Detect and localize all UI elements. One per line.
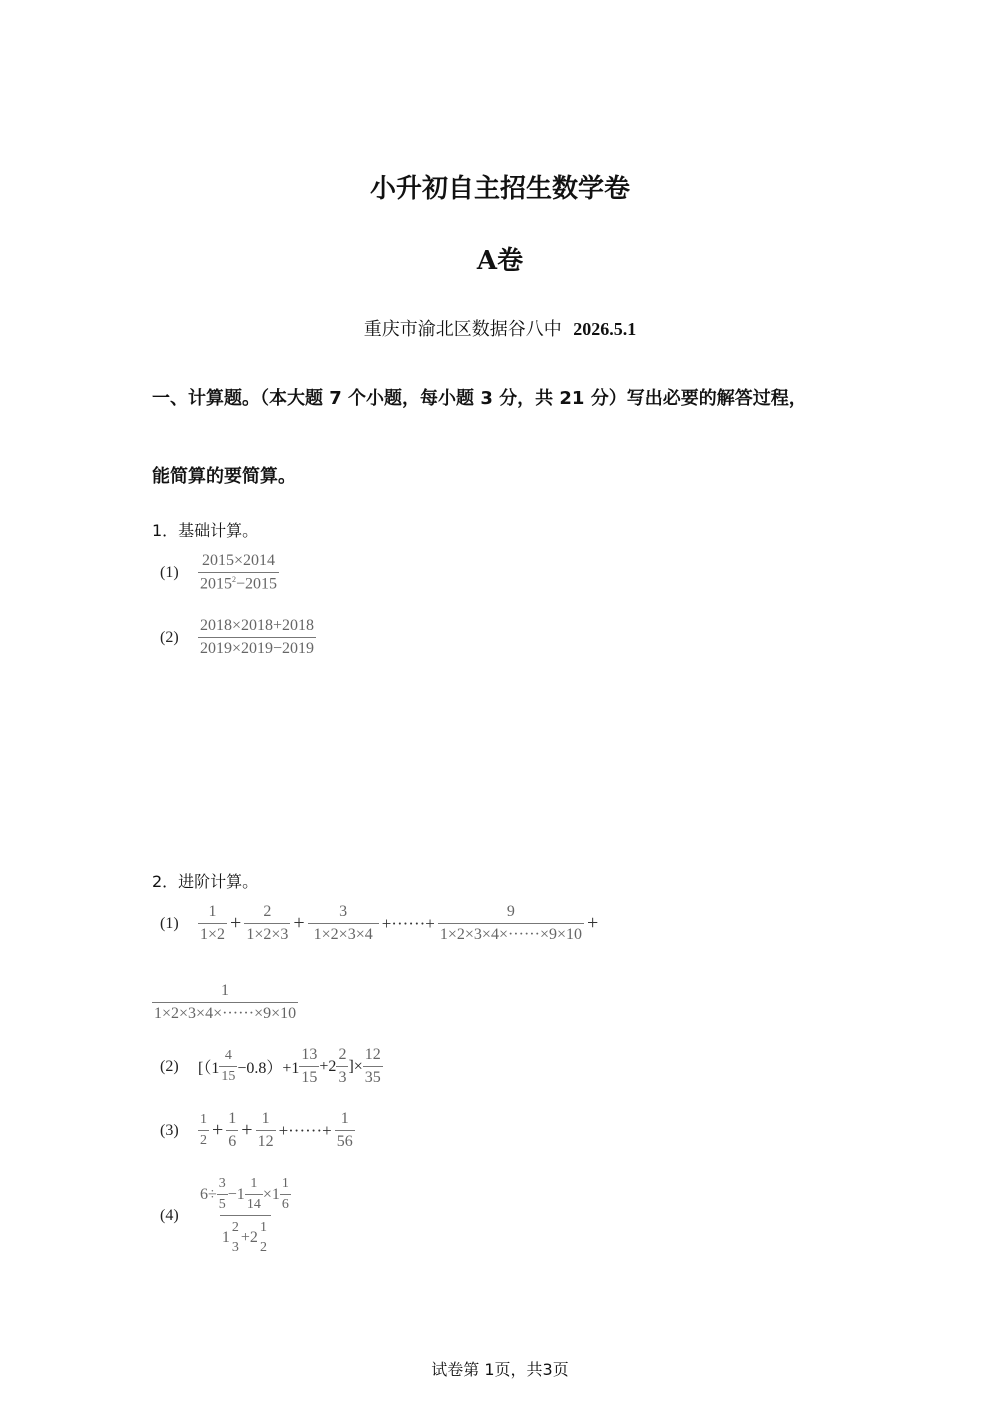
q2-problem-3: (3) $\frac{1}{2}$ + $\frac{1}{6}$ + $\frac{1}{12}$ +······+ $\frac{1}{56}$ [160,1110,353,1150]
q2-problem-4 [160,1176,293,1256]
q1-p2-fraction [198,617,316,658]
q1-p2-denominator: 2019×2019−2019 [198,637,316,658]
q1-p2-label: (2) [160,628,179,646]
q1-p1-label: (1) [160,563,179,581]
q1-p1-denominator: $2015^2-2015$ [198,572,279,593]
q2-p4-numerator: 6÷ $\frac{3}{5}$ −1 $\frac{1}{14}$ ×1 $\frac{1}{6}$ [200,1176,289,1212]
page-title: 小升初自主招生数学卷 [369,174,630,204]
q2-p1-frac-4: $\frac{9}{1\times 2\times 3\times 4\times\cdot\cdot\cdot\cdot\cdot\cdot\times 9\times 10}$ [439,903,582,943]
q2-p4-label: (4) [160,1207,179,1224]
q2-p3-frac-c: $\frac{1}{12}$ [257,1110,274,1150]
q2-p3-label: (3) [160,1121,179,1139]
q2-problem-2: (2) [（1 $\frac{4}{15}$ −0.8）+1 $\frac{13}{15}$ +2 $\frac{2}{3}$ ]× $\frac{12}{35}$ [160,1046,381,1086]
school-line [0,315,1000,341]
q2-p2-label: (2) [160,1057,179,1075]
q2-p2-frac-d: $\frac{12}{35}$ [364,1046,381,1086]
q2-p3-frac-b: $\frac{1}{6}$ [228,1110,237,1150]
q1-p1-numerator: 2015×2014 [202,552,276,569]
section1-heading: 一、计算题。（本大题 7 个小题，每小题 3 分，共 21 分）写出必要的解答过程， [152,388,807,409]
q2-problem-1: (1) $\frac{1}{1\times 2}$ + $\frac{2}{1\times 2\times 3}$ + $\frac{3}{1\times 2\times 3\times 4}$ +······+ $\frac{9}{1\times 2\times 3\times 4\times\cdot\cdot\cdot\cdot\cdot\cdot\times 9\times 10}$ + [160,903,599,943]
q2-p3-frac-d: $\frac{1}{56}$ [336,1110,353,1150]
section1-heading-cont: 能简算的要简算。 [152,466,296,487]
q2-problem-1-cont [152,982,298,1023]
q2-p1-frac-3: $\frac{3}{1\times 2\times 3\times 4}$ [308,903,379,944]
school-name: 重庆市渝北区数据谷八中 [363,319,562,340]
q2-p1-label: (1) [160,914,179,932]
paper-subtitle: A卷 [476,246,524,276]
q1-problem-1 [160,552,279,593]
q2-heading: 2．进阶计算。 [152,872,259,891]
q2-p4-complex-fraction [198,1176,293,1256]
q1-problem-2 [160,617,316,658]
q2-p2-frac-a: $\frac{4}{15}$ [221,1048,236,1084]
q1-p2-numerator: 2018×2018+2018 [200,617,315,634]
q1-heading: 1．基础计算。 [152,521,259,540]
q1-p1-fraction [198,552,279,593]
q2-p3-frac-a: $\frac{1}{2}$ [200,1112,207,1148]
page-footer: 试卷第 1页，共3页 [431,1360,569,1379]
q2-p2-frac-c: $\frac{2}{3}$ [338,1046,347,1086]
q2-p1-frac-2: $\frac{2}{1\times 2\times 3}$ [246,903,289,943]
exam-date: 2026.5.1 [573,319,637,339]
q2-p1-frac-1: $\frac{1}{1\times 2}$ [200,903,226,943]
q2-p2-frac-b: $\frac{13}{15}$ [301,1046,318,1086]
q2-p4-denominator: 1 2 3 +2 1 2 [220,1215,271,1256]
q2-p1-frac-5: $\frac{1}{1\times 2\times 3\times 4\times\cdot\cdot\cdot\cdot\cdot\cdot\times 9\times 10}$ [154,982,297,1022]
